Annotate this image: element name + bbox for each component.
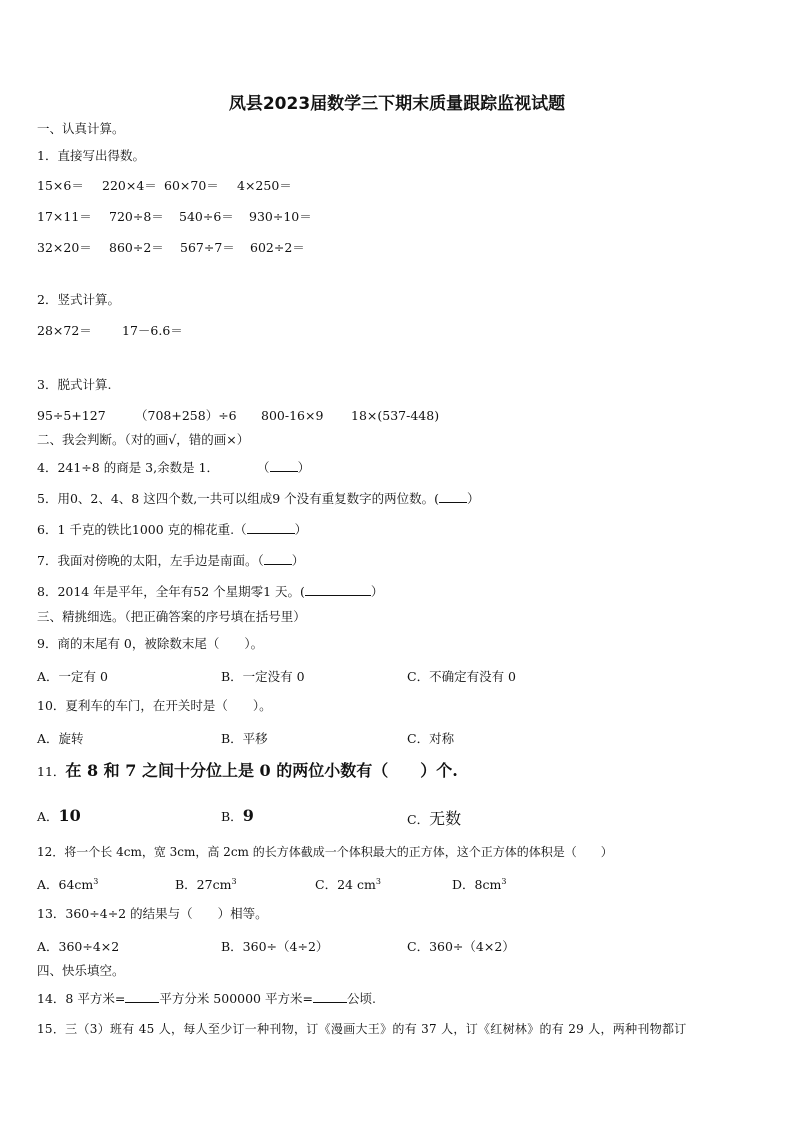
calc-item: 540÷6＝ [179,209,234,224]
question-6: 6．1 千克的铁比1000 克的棉花重.（ ） [37,522,308,537]
option-a[interactable]: A．10 [37,806,81,825]
question-2-items [37,323,183,339]
calc-item: 567÷7＝ [180,240,235,255]
question-10-label: 10．夏利车的车门，在开关时是（ ）。 [37,698,272,713]
question-8: 8．2014 年是平年，全年有52 个星期零1 天。( ） [37,584,384,599]
calc-item: 602÷2＝ [250,240,305,255]
option-c[interactable]: C．360÷（4×2） [407,939,515,954]
question-number: 11． [37,764,66,779]
option-b[interactable]: B．9 [221,806,254,825]
section-3-heading: 三、精挑细选。（把正确答案的序号填在括号里） [37,609,306,624]
question-3-items [37,408,439,424]
question-1-row-3 [37,240,305,256]
question-1-row-1 [37,178,292,194]
option-a[interactable]: A．一定有 0 [37,669,108,684]
option-b[interactable]: B．360÷（4÷2） [221,939,329,954]
page-title: 凤县2023届数学三下期末质量跟踪监视试题 [228,94,566,114]
question-13-label: 13．360÷4÷2 的结果与（ ）相等。 [37,906,268,921]
question-12-label: 12．将一个长 4cm，宽 3cm，高 2cm 的长方体截成一个体积最大的正方体，这个正方体的体积是（ ） [37,845,613,859]
calc-item: 15×6＝ [37,178,84,193]
calc-item: 17－6.6＝ [122,323,183,338]
option-c[interactable]: C．24 $cm^3$ [315,876,381,892]
question-3-label: 3．脱式计算. [37,377,112,392]
calc-item: 17×11＝ [37,209,92,224]
calc-item: 220×4＝ [102,178,157,193]
calc-item: 720÷8＝ [109,209,164,224]
calc-item: 28×72＝ [37,323,92,338]
section-1-heading: 一、认真计算。 [37,121,125,136]
question-1-label: 1．直接写出得数。 [37,148,145,163]
question-7: 7．我面对傍晚的太阳，左手边是南面。（ ） [37,553,305,568]
answer-blank[interactable] [264,552,292,565]
calc-item: 18×(537-448) [351,408,440,423]
question-5: 5．用0、2、4、8 这四个数,一共可以组成9 个没有重复数字的两位数。( ） [37,491,480,506]
section-2-heading: 二、我会判断。（对的画√，错的画×） [37,432,250,447]
option-a[interactable]: A．旋转 [37,731,84,746]
answer-blank[interactable] [439,490,467,503]
option-c[interactable]: C．对称 [407,731,455,746]
option-a[interactable]: A．360÷4×2 [37,939,120,954]
question-9-label: 9．商的末尾有 0，被除数末尾（ ）。 [37,636,264,651]
answer-blank[interactable] [270,459,298,472]
question-14: 14．8 平方米= 平方分米 500000 平方米= 公顷. [37,991,376,1006]
option-a[interactable]: A．$64cm^3$ [37,876,99,892]
calc-item: 4×250＝ [237,178,292,193]
calc-item: 60×70＝ [164,178,219,193]
question-15: 15．三（3）班有 45 人，每人至少订一种刊物，订《漫画大王》的有 37 人，订《红树林》的有 29 人，两种刊物都订 [37,1022,687,1036]
question-text: 5．用0、2、4、8 这四个数,一共可以组成9 个没有重复数字的两位数。( [37,491,440,506]
calc-item: 95÷5+127 [37,408,106,423]
question-11-label [37,763,458,780]
section-4-heading: 四、快乐填空。 [37,963,125,978]
answer-blank[interactable] [305,583,371,596]
option-c[interactable]: C．无数 [407,809,462,828]
question-4: 4．241÷8 的商是 3,余数是 1． （ ） [37,460,311,475]
option-c[interactable]: C．不确定有没有 0 [407,669,516,684]
answer-blank[interactable] [313,990,347,1003]
answer-blank[interactable] [125,990,159,1003]
calc-item: 930÷10＝ [249,209,312,224]
question-1-row-2 [37,209,312,225]
calc-item: 860÷2＝ [109,240,164,255]
question-text: 在 8 和 7 之间十分位上是 0 的两位小数有（ ）个. [65,761,458,780]
option-d[interactable]: D．$8cm^3$ [452,876,507,892]
calc-item: 32×20＝ [37,240,92,255]
question-text: 6．1 千克的铁比1000 克的棉花重.（ [37,522,247,537]
question-text: 4．241÷8 的商是 3,余数是 1． [37,460,220,475]
question-2-label: 2．竖式计算。 [37,292,120,307]
answer-blank[interactable] [247,521,295,534]
calc-item: （708+258）÷6 [135,408,237,423]
question-text: 8．2014 年是平年，全年有52 个星期零1 天。( [37,584,305,599]
calc-item: 800-16×9 [261,408,324,423]
option-b[interactable]: B．$27cm^3$ [175,876,237,892]
option-b[interactable]: B．一定没有 0 [221,669,305,684]
question-text: 7．我面对傍晚的太阳，左手边是南面。（ [37,553,264,568]
option-b[interactable]: B．平移 [221,731,268,746]
